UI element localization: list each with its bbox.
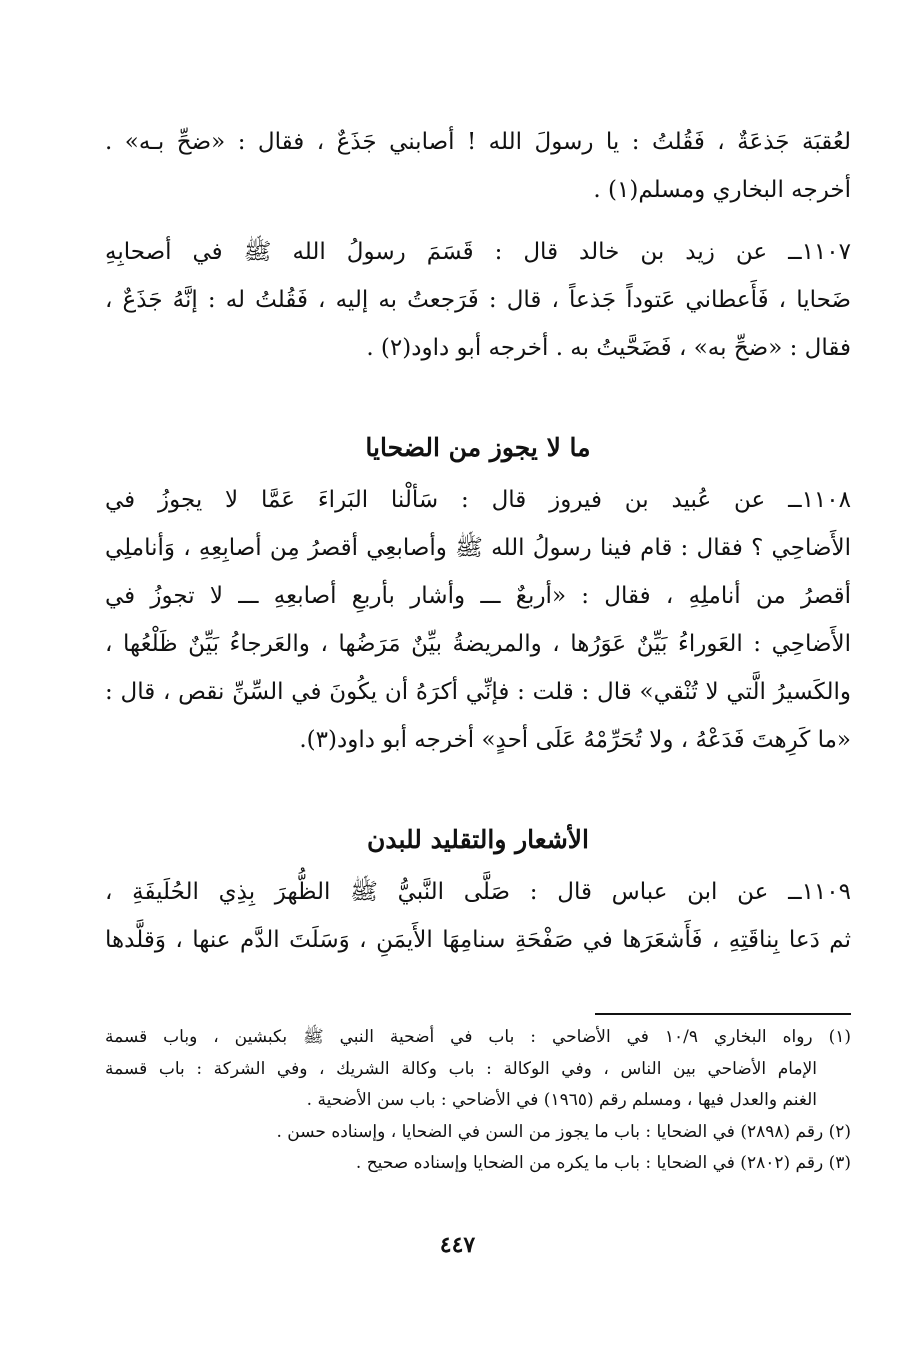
text-line: «ما كَرِهتَ فَدَعْهُ ، ولا تُحَرِّمْهُ عَلَى أحدٍ» أخرجه أبو داود(٣). <box>299 727 851 753</box>
paragraph-1106-end <box>105 118 851 214</box>
text-line: ١١٠٨ــ عن عُبيد بن فيروز قال : سَألْنا البَراءَ عَمَّا لا يجوزُ في <box>105 487 851 513</box>
text-line: أقصرُ من أناملِهِ ، فقال : «أربعٌ ـــ وأشار بأربعِ أصابعِهِ ـــ لا تجوزُ في <box>105 583 851 609</box>
paragraph-1109 <box>105 868 851 964</box>
text-line: أخرجه البخاري ومسلم(١) . <box>593 177 851 203</box>
footnote-1: (١) رواه البخاري ١٠/٩ في الأضاحي : باب في أضحية النبي ﷺ بكبشين ، وباب قسمة <box>105 1027 851 1047</box>
page-number: ٤٤٧ <box>439 1232 476 1258</box>
paragraph-1107 <box>105 228 851 372</box>
footnotes <box>105 1022 851 1180</box>
text-line: الأَضاحِي : العَوراءُ بَيِّنٌ عَوَرُها ، والمريضةُ بيِّنٌ مَرَضُها ، والعَرجاءُ بَيِّنٌ ظَلْعُها ، <box>105 631 851 657</box>
footnote-1-cont: الإمام الأضاحي بين الناس ، وفي الوكالة : باب وكالة الشريك ، وفي الشركة : باب قسمة <box>105 1058 817 1079</box>
footnote-1-cont: الغنم والعدل فيها ، ومسلم رقم (١٩٦٥) في الأضاحي : باب سن الأضحية . <box>306 1090 817 1110</box>
text-line: ١١٠٩ــ عن ابن عباس قال : صَلَّى النَّبيُّ ﷺ الظُّهرَ بِذِي الحُلَيفَةِ ، <box>105 879 851 905</box>
text-line: لعُقبَة جَذعَةٌ ، فَقُلتُ : يا رسولَ الله ! أصابني جَذَعٌ ، فقال : «ضحِّ بـه» . <box>105 129 851 155</box>
text-line: ثم دَعا بِناقَتِهِ ، فَأَشعَرَها في صَفْحَةِ سنامِهَا الأَيمَنِ ، وَسَلَتَ الدَّم عنها ، وَقلَّدها <box>105 927 851 953</box>
footnote-3: (٣) رقم (٢٨٠٢) في الضحايا : باب ما يكره من الضحايا وإسناده صحيح . <box>355 1153 851 1173</box>
section-heading: ما لا يجوز من الضحايا <box>365 433 591 462</box>
paragraph-1108 <box>105 476 851 764</box>
text-line: والكَسيرُ الَّتي لا تُنْقي» قال : قلت : فإنِّي أكرَهُ أن يكُونَ في السِّنِّ نقص ، قال : <box>105 679 851 705</box>
text-line: فقال : «ضحِّ به» ، فَضَحَّيتُ به . أخرجه أبو داود(٢) . <box>366 335 851 361</box>
footnote-divider <box>595 1013 851 1015</box>
main-text <box>105 118 851 964</box>
section-heading: الأشعار والتقليد للبدن <box>367 825 589 854</box>
text-line: الأَضاحِي ؟ فقال : قام فينا رسولُ الله ﷺ وأصابعِي أقصرُ مِن أصابِعِهِ ، وَأناملِي <box>105 535 851 561</box>
text-line: ضَحايا ، فَأَعطاني عَتوداً جَذعاً ، قال : فَرَجعتُ به إليه ، فَقُلتُ له : إنَّهُ جَذَعٌ ، <box>105 287 851 313</box>
text-line: ١١٠٧ــ عن زيد بن خالد قال : قَسَمَ رسولُ الله ﷺ في أصحابِهِ <box>105 239 851 265</box>
footnote-2: (٢) رقم (٢٨٩٨) في الضحايا : باب ما يجوز من السن في الضحايا ، وإسناده حسن . <box>276 1121 851 1142</box>
